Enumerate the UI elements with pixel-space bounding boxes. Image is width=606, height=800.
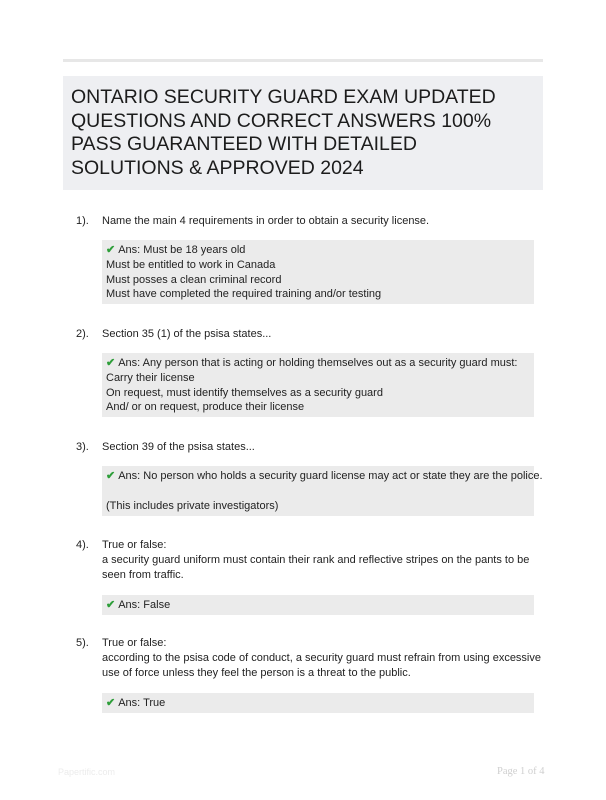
question-text — [102, 440, 532, 455]
question-number: 5). — [76, 637, 89, 649]
page-number: Page 1 of 4 — [497, 766, 545, 777]
checkmark-icon: ✔ — [106, 697, 116, 709]
answer-line: ✔ Ans: True — [106, 697, 166, 709]
footer-watermark: Papertific.com — [58, 767, 116, 777]
title-box — [63, 76, 543, 190]
question-line: Name the main 4 requirements in order to obtain a security license. — [102, 215, 430, 227]
answer-box — [102, 466, 543, 516]
question-number: 4). — [76, 539, 89, 551]
question-line: use of force unless they feel the person is a threat to the public. — [102, 667, 411, 679]
checkmark-icon: ✔ — [106, 357, 116, 369]
title-line: SOLUTIONS & APPROVED 2024 — [71, 156, 364, 179]
question-text — [102, 538, 532, 583]
question-text — [102, 214, 532, 229]
answer-line: On request, must identify themselves as a security guard — [106, 386, 383, 399]
question-number: 2). — [76, 328, 89, 340]
question-line: Section 35 (1) of the psisa states... — [102, 328, 272, 340]
question-line: seen from traffic. — [102, 569, 184, 581]
answer-line: ✔ Ans: Any person that is acting or holding themselves out as a security guard must: — [106, 357, 518, 369]
answer-line: And/ or on request, produce their license — [106, 401, 305, 414]
answer-line: Carry their license — [106, 371, 195, 384]
answer-box — [102, 353, 534, 417]
question-line: a security guard uniform must contain their rank and reflective stripes on the pants to be — [102, 554, 530, 566]
question-line: according to the psisa code of conduct, a security guard must refrain from using excessive — [102, 652, 541, 664]
question-line: Section 39 of the psisa states... — [102, 441, 255, 453]
answer-box — [102, 693, 534, 713]
answer-line: ✔ Ans: Must be 18 years old — [106, 244, 246, 256]
answer-box — [102, 240, 534, 304]
answer-box — [102, 595, 534, 615]
question-number: 3). — [76, 441, 89, 453]
checkmark-icon: ✔ — [106, 599, 116, 611]
answer-line: (This includes private investigators) — [106, 499, 279, 512]
answer-line: Must be entitled to work in Canada — [106, 258, 276, 271]
title-line: QUESTIONS AND CORRECT ANSWERS 100% — [71, 109, 492, 132]
top-divider — [63, 59, 543, 62]
answer-line — [106, 484, 530, 499]
checkmark-icon: ✔ — [106, 244, 116, 256]
title-line: ONTARIO SECURITY GUARD EXAM UPDATED — [71, 86, 496, 108]
question-text — [102, 636, 541, 681]
answer-line: ✔ Ans: No person who holds a security guard license may act or state they are the police. — [106, 470, 543, 482]
question-text — [102, 327, 532, 342]
title-line: PASS GUARANTEED WITH DETAILED — [71, 133, 417, 155]
question-number: 1). — [76, 215, 89, 227]
answer-line: Must have completed the required training and/or testing — [106, 288, 382, 301]
answer-line: ✔ Ans: False — [106, 599, 171, 611]
question-line: True or false: — [102, 637, 167, 649]
document-title — [71, 86, 535, 180]
checkmark-icon: ✔ — [106, 470, 116, 482]
question-line: True or false: — [102, 539, 167, 551]
answer-line: Must posses a clean criminal record — [106, 273, 282, 286]
